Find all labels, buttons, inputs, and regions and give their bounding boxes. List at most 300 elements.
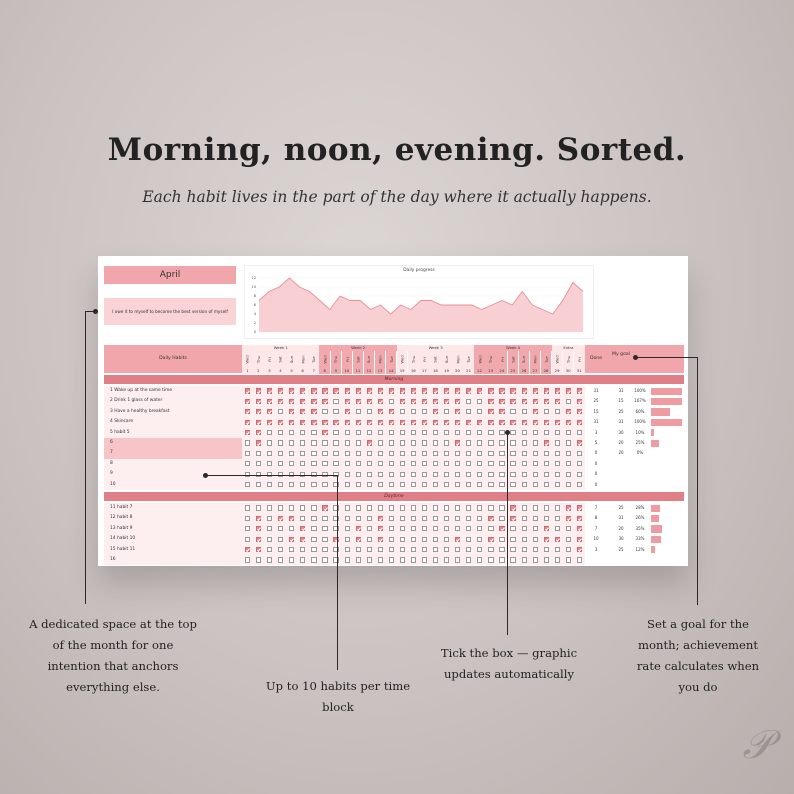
habit-name[interactable]: 7 [110, 450, 113, 456]
habit-checkbox[interactable] [356, 557, 361, 562]
habit-checkbox[interactable] [289, 420, 294, 425]
habit-checkbox[interactable] [455, 557, 460, 562]
habit-checkbox[interactable] [533, 526, 538, 531]
goal-value[interactable]: 20 [618, 450, 624, 456]
habit-checkbox[interactable] [367, 557, 372, 562]
habit-checkbox[interactable] [256, 482, 261, 487]
habit-checkbox[interactable] [555, 516, 560, 521]
habit-checkbox[interactable] [566, 505, 571, 510]
habit-checkbox[interactable] [333, 440, 338, 445]
habit-checkbox[interactable] [367, 482, 372, 487]
habit-checkbox[interactable] [356, 461, 361, 466]
habit-checkbox[interactable] [444, 482, 449, 487]
habit-checkbox[interactable] [389, 526, 394, 531]
habit-name[interactable]: 2 Drink 1 glass of water [110, 398, 163, 404]
habit-checkbox[interactable] [488, 505, 493, 510]
habit-checkbox[interactable] [289, 557, 294, 562]
habit-checkbox[interactable] [477, 505, 482, 510]
habit-checkbox[interactable] [345, 461, 350, 466]
habit-checkbox[interactable] [400, 557, 405, 562]
habit-checkbox[interactable] [422, 409, 427, 414]
goal-value[interactable]: 25 [618, 505, 624, 510]
habit-checkbox[interactable] [256, 557, 261, 562]
habit-checkbox[interactable] [389, 440, 394, 445]
habit-checkbox[interactable] [455, 516, 460, 521]
habit-checkbox[interactable] [311, 482, 316, 487]
habit-checkbox[interactable] [256, 526, 261, 531]
habit-checkbox[interactable] [389, 482, 394, 487]
habit-checkbox[interactable] [322, 451, 327, 456]
habit-checkbox[interactable] [522, 482, 527, 487]
habit-checkbox[interactable] [555, 388, 560, 393]
habit-checkbox[interactable] [411, 526, 416, 531]
habit-checkbox[interactable] [256, 420, 261, 425]
habit-checkbox[interactable] [510, 472, 515, 477]
habit-checkbox[interactable] [245, 420, 250, 425]
habit-checkbox[interactable] [544, 430, 549, 435]
habit-checkbox[interactable] [433, 461, 438, 466]
habit-checkbox[interactable] [477, 557, 482, 562]
habit-checkbox[interactable] [488, 461, 493, 466]
habit-checkbox[interactable] [267, 547, 272, 552]
habit-checkbox[interactable] [433, 557, 438, 562]
habit-checkbox[interactable] [356, 505, 361, 510]
habit-checkbox[interactable] [433, 399, 438, 404]
habit-checkbox[interactable] [322, 461, 327, 466]
habit-checkbox[interactable] [245, 516, 250, 521]
habit-checkbox[interactable] [300, 461, 305, 466]
habit-checkbox[interactable] [455, 526, 460, 531]
habit-checkbox[interactable] [577, 516, 582, 521]
habit-checkbox[interactable] [322, 440, 327, 445]
habit-checkbox[interactable] [356, 537, 361, 542]
habit-checkbox[interactable] [455, 388, 460, 393]
habit-checkbox[interactable] [411, 420, 416, 425]
habit-checkbox[interactable] [256, 388, 261, 393]
habit-checkbox[interactable] [267, 451, 272, 456]
habit-checkbox[interactable] [455, 461, 460, 466]
habit-checkbox[interactable] [510, 505, 515, 510]
habit-checkbox[interactable] [544, 482, 549, 487]
habit-checkbox[interactable] [289, 461, 294, 466]
habit-checkbox[interactable] [367, 399, 372, 404]
habit-checkbox[interactable] [400, 537, 405, 542]
habit-checkbox[interactable] [566, 430, 571, 435]
habit-checkbox[interactable] [278, 505, 283, 510]
habit-checkbox[interactable] [300, 547, 305, 552]
habit-checkbox[interactable] [356, 526, 361, 531]
habit-checkbox[interactable] [378, 472, 383, 477]
habit-checkbox[interactable] [488, 472, 493, 477]
habit-checkbox[interactable] [444, 451, 449, 456]
habit-checkbox[interactable] [533, 388, 538, 393]
habit-checkbox[interactable] [378, 547, 383, 552]
habit-checkbox[interactable] [422, 557, 427, 562]
habit-checkbox[interactable] [477, 420, 482, 425]
habit-checkbox[interactable] [289, 516, 294, 521]
habit-checkbox[interactable] [444, 430, 449, 435]
habit-checkbox[interactable] [544, 557, 549, 562]
habit-checkbox[interactable] [245, 430, 250, 435]
habit-checkbox[interactable] [245, 547, 250, 552]
habit-checkbox[interactable] [422, 537, 427, 542]
habit-checkbox[interactable] [544, 399, 549, 404]
habit-checkbox[interactable] [422, 440, 427, 445]
habit-checkbox[interactable] [411, 537, 416, 542]
habit-checkbox[interactable] [422, 516, 427, 521]
habit-checkbox[interactable] [356, 399, 361, 404]
habit-checkbox[interactable] [267, 461, 272, 466]
habit-checkbox[interactable] [488, 451, 493, 456]
habit-checkbox[interactable] [345, 547, 350, 552]
habit-checkbox[interactable] [488, 440, 493, 445]
habit-checkbox[interactable] [488, 388, 493, 393]
habit-checkbox[interactable] [533, 547, 538, 552]
habit-checkbox[interactable] [300, 409, 305, 414]
habit-checkbox[interactable] [566, 472, 571, 477]
habit-checkbox[interactable] [555, 547, 560, 552]
habit-checkbox[interactable] [256, 451, 261, 456]
habit-checkbox[interactable] [499, 557, 504, 562]
habit-name[interactable]: 12 habit 8 [110, 515, 133, 521]
habit-checkbox[interactable] [455, 420, 460, 425]
habit-checkbox[interactable] [444, 557, 449, 562]
habit-checkbox[interactable] [477, 547, 482, 552]
habit-checkbox[interactable] [278, 537, 283, 542]
habit-checkbox[interactable] [389, 420, 394, 425]
habit-checkbox[interactable] [311, 399, 316, 404]
habit-checkbox[interactable] [466, 516, 471, 521]
habit-checkbox[interactable] [422, 547, 427, 552]
habit-checkbox[interactable] [466, 526, 471, 531]
habit-name[interactable]: 9 [110, 471, 113, 477]
habit-checkbox[interactable] [389, 388, 394, 393]
habit-checkbox[interactable] [499, 440, 504, 445]
habit-checkbox[interactable] [356, 451, 361, 456]
goal-value[interactable]: 25 [618, 408, 624, 414]
habit-checkbox[interactable] [356, 388, 361, 393]
habit-checkbox[interactable] [433, 388, 438, 393]
habit-checkbox[interactable] [367, 430, 372, 435]
habit-checkbox[interactable] [345, 472, 350, 477]
habit-checkbox[interactable] [577, 482, 582, 487]
habit-checkbox[interactable] [411, 547, 416, 552]
habit-checkbox[interactable] [577, 409, 582, 414]
habit-checkbox[interactable] [278, 388, 283, 393]
habit-checkbox[interactable] [522, 440, 527, 445]
habit-checkbox[interactable] [444, 420, 449, 425]
habit-name[interactable]: 4 Skincare [110, 419, 134, 425]
habit-checkbox[interactable] [444, 388, 449, 393]
habit-checkbox[interactable] [577, 472, 582, 477]
habit-checkbox[interactable] [555, 409, 560, 414]
habit-checkbox[interactable] [433, 505, 438, 510]
habit-checkbox[interactable] [422, 399, 427, 404]
habit-checkbox[interactable] [311, 451, 316, 456]
habit-checkbox[interactable] [400, 472, 405, 477]
habit-checkbox[interactable] [345, 388, 350, 393]
habit-checkbox[interactable] [367, 440, 372, 445]
habit-checkbox[interactable] [488, 537, 493, 542]
habit-checkbox[interactable] [400, 430, 405, 435]
habit-checkbox[interactable] [477, 472, 482, 477]
habit-checkbox[interactable] [411, 440, 416, 445]
habit-checkbox[interactable] [577, 547, 582, 552]
habit-checkbox[interactable] [533, 451, 538, 456]
habit-checkbox[interactable] [577, 461, 582, 466]
habit-checkbox[interactable] [245, 440, 250, 445]
goal-value[interactable]: 30 [618, 536, 624, 542]
habit-checkbox[interactable] [378, 430, 383, 435]
habit-checkbox[interactable] [522, 420, 527, 425]
habit-checkbox[interactable] [455, 537, 460, 542]
habit-checkbox[interactable] [444, 461, 449, 466]
habit-checkbox[interactable] [267, 430, 272, 435]
habit-checkbox[interactable] [278, 526, 283, 531]
habit-checkbox[interactable] [466, 451, 471, 456]
habit-checkbox[interactable] [510, 547, 515, 552]
habit-checkbox[interactable] [345, 482, 350, 487]
habit-checkbox[interactable] [533, 430, 538, 435]
habit-checkbox[interactable] [389, 537, 394, 542]
habit-checkbox[interactable] [389, 557, 394, 562]
habit-checkbox[interactable] [289, 430, 294, 435]
habit-checkbox[interactable] [245, 537, 250, 542]
habit-checkbox[interactable] [566, 547, 571, 552]
habit-checkbox[interactable] [389, 430, 394, 435]
habit-checkbox[interactable] [333, 388, 338, 393]
habit-checkbox[interactable] [367, 461, 372, 466]
habit-checkbox[interactable] [389, 461, 394, 466]
habit-checkbox[interactable] [267, 526, 272, 531]
habit-checkbox[interactable] [510, 482, 515, 487]
habit-checkbox[interactable] [566, 482, 571, 487]
habit-checkbox[interactable] [555, 505, 560, 510]
habit-checkbox[interactable] [345, 409, 350, 414]
habit-checkbox[interactable] [300, 399, 305, 404]
habit-checkbox[interactable] [444, 409, 449, 414]
habit-checkbox[interactable] [533, 420, 538, 425]
habit-checkbox[interactable] [499, 420, 504, 425]
habit-checkbox[interactable] [356, 472, 361, 477]
habit-checkbox[interactable] [356, 430, 361, 435]
habit-checkbox[interactable] [389, 472, 394, 477]
habit-checkbox[interactable] [411, 516, 416, 521]
habit-checkbox[interactable] [311, 537, 316, 542]
habit-checkbox[interactable] [411, 388, 416, 393]
habit-checkbox[interactable] [422, 482, 427, 487]
habit-checkbox[interactable] [256, 516, 261, 521]
habit-checkbox[interactable] [389, 547, 394, 552]
habit-checkbox[interactable] [510, 409, 515, 414]
habit-checkbox[interactable] [311, 430, 316, 435]
habit-checkbox[interactable] [289, 399, 294, 404]
habit-checkbox[interactable] [400, 461, 405, 466]
habit-checkbox[interactable] [533, 557, 538, 562]
habit-checkbox[interactable] [522, 537, 527, 542]
habit-checkbox[interactable] [555, 526, 560, 531]
habit-checkbox[interactable] [333, 409, 338, 414]
habit-checkbox[interactable] [278, 547, 283, 552]
habit-checkbox[interactable] [522, 472, 527, 477]
habit-checkbox[interactable] [422, 420, 427, 425]
habit-checkbox[interactable] [333, 451, 338, 456]
habit-checkbox[interactable] [267, 482, 272, 487]
habit-checkbox[interactable] [544, 505, 549, 510]
habit-checkbox[interactable] [566, 557, 571, 562]
habit-checkbox[interactable] [433, 430, 438, 435]
habit-checkbox[interactable] [345, 505, 350, 510]
habit-checkbox[interactable] [488, 482, 493, 487]
habit-checkbox[interactable] [300, 526, 305, 531]
habit-checkbox[interactable] [311, 420, 316, 425]
habit-checkbox[interactable] [267, 505, 272, 510]
habit-checkbox[interactable] [577, 526, 582, 531]
habit-checkbox[interactable] [455, 451, 460, 456]
habit-checkbox[interactable] [322, 388, 327, 393]
habit-checkbox[interactable] [466, 472, 471, 477]
habit-checkbox[interactable] [466, 430, 471, 435]
habit-checkbox[interactable] [466, 388, 471, 393]
habit-checkbox[interactable] [466, 557, 471, 562]
habit-checkbox[interactable] [577, 440, 582, 445]
habit-checkbox[interactable] [278, 399, 283, 404]
habit-checkbox[interactable] [378, 451, 383, 456]
habit-checkbox[interactable] [267, 420, 272, 425]
habit-checkbox[interactable] [278, 420, 283, 425]
habit-checkbox[interactable] [389, 409, 394, 414]
goal-value[interactable]: 31 [618, 515, 624, 521]
habit-checkbox[interactable] [356, 482, 361, 487]
habit-name[interactable]: 13 habit 9 [110, 525, 133, 531]
habit-checkbox[interactable] [533, 399, 538, 404]
habit-checkbox[interactable] [577, 420, 582, 425]
habit-checkbox[interactable] [345, 516, 350, 521]
habit-checkbox[interactable] [378, 388, 383, 393]
habit-checkbox[interactable] [278, 409, 283, 414]
habit-checkbox[interactable] [433, 526, 438, 531]
habit-checkbox[interactable] [378, 399, 383, 404]
habit-checkbox[interactable] [422, 461, 427, 466]
habit-checkbox[interactable] [510, 430, 515, 435]
habit-checkbox[interactable] [311, 409, 316, 414]
habit-checkbox[interactable] [400, 409, 405, 414]
habit-checkbox[interactable] [245, 482, 250, 487]
habit-checkbox[interactable] [267, 399, 272, 404]
habit-checkbox[interactable] [544, 451, 549, 456]
habit-checkbox[interactable] [544, 526, 549, 531]
habit-checkbox[interactable] [455, 482, 460, 487]
habit-checkbox[interactable] [411, 472, 416, 477]
habit-checkbox[interactable] [267, 440, 272, 445]
habit-checkbox[interactable] [477, 430, 482, 435]
habit-checkbox[interactable] [499, 516, 504, 521]
habit-checkbox[interactable] [577, 399, 582, 404]
habit-checkbox[interactable] [510, 440, 515, 445]
habit-checkbox[interactable] [510, 461, 515, 466]
habit-checkbox[interactable] [367, 516, 372, 521]
habit-checkbox[interactable] [555, 399, 560, 404]
habit-checkbox[interactable] [522, 461, 527, 466]
habit-checkbox[interactable] [367, 537, 372, 542]
habit-checkbox[interactable] [311, 461, 316, 466]
habit-checkbox[interactable] [400, 420, 405, 425]
habit-checkbox[interactable] [378, 505, 383, 510]
habit-checkbox[interactable] [499, 537, 504, 542]
habit-checkbox[interactable] [544, 420, 549, 425]
habit-checkbox[interactable] [300, 388, 305, 393]
habit-checkbox[interactable] [267, 388, 272, 393]
habit-checkbox[interactable] [300, 420, 305, 425]
habit-checkbox[interactable] [289, 440, 294, 445]
habit-checkbox[interactable] [444, 547, 449, 552]
habit-checkbox[interactable] [322, 505, 327, 510]
habit-checkbox[interactable] [256, 440, 261, 445]
habit-checkbox[interactable] [411, 505, 416, 510]
habit-checkbox[interactable] [322, 547, 327, 552]
habit-checkbox[interactable] [322, 399, 327, 404]
habit-checkbox[interactable] [466, 440, 471, 445]
habit-checkbox[interactable] [433, 451, 438, 456]
habit-checkbox[interactable] [333, 430, 338, 435]
habit-name[interactable]: 15 habit 11 [110, 546, 136, 552]
habit-checkbox[interactable] [400, 482, 405, 487]
habit-checkbox[interactable] [400, 440, 405, 445]
habit-checkbox[interactable] [278, 430, 283, 435]
habit-checkbox[interactable] [411, 399, 416, 404]
habit-checkbox[interactable] [378, 537, 383, 542]
habit-checkbox[interactable] [300, 451, 305, 456]
habit-name[interactable]: 10 [110, 481, 116, 487]
habit-checkbox[interactable] [389, 399, 394, 404]
habit-checkbox[interactable] [367, 472, 372, 477]
habit-checkbox[interactable] [333, 461, 338, 466]
habit-checkbox[interactable] [256, 409, 261, 414]
habit-checkbox[interactable] [367, 388, 372, 393]
habit-checkbox[interactable] [411, 557, 416, 562]
habit-checkbox[interactable] [289, 482, 294, 487]
habit-checkbox[interactable] [411, 430, 416, 435]
habit-checkbox[interactable] [499, 399, 504, 404]
habit-checkbox[interactable] [245, 526, 250, 531]
habit-checkbox[interactable] [577, 430, 582, 435]
habit-checkbox[interactable] [499, 430, 504, 435]
habit-checkbox[interactable] [356, 440, 361, 445]
habit-name[interactable]: 14 habit 10 [110, 536, 136, 542]
habit-checkbox[interactable] [566, 388, 571, 393]
habit-checkbox[interactable] [555, 537, 560, 542]
habit-checkbox[interactable] [522, 516, 527, 521]
habit-checkbox[interactable] [444, 516, 449, 521]
habit-checkbox[interactable] [522, 547, 527, 552]
habit-checkbox[interactable] [566, 526, 571, 531]
habit-checkbox[interactable] [345, 526, 350, 531]
habit-checkbox[interactable] [455, 547, 460, 552]
habit-name[interactable]: 8 [110, 460, 113, 466]
habit-name[interactable]: 6 [110, 440, 113, 445]
habit-checkbox[interactable] [499, 388, 504, 393]
habit-checkbox[interactable] [477, 388, 482, 393]
habit-checkbox[interactable] [555, 482, 560, 487]
habit-checkbox[interactable] [256, 399, 261, 404]
habit-checkbox[interactable] [577, 388, 582, 393]
habit-checkbox[interactable] [311, 388, 316, 393]
habit-checkbox[interactable] [278, 461, 283, 466]
habit-checkbox[interactable] [444, 399, 449, 404]
habit-checkbox[interactable] [278, 516, 283, 521]
habit-checkbox[interactable] [544, 409, 549, 414]
habit-checkbox[interactable] [389, 516, 394, 521]
